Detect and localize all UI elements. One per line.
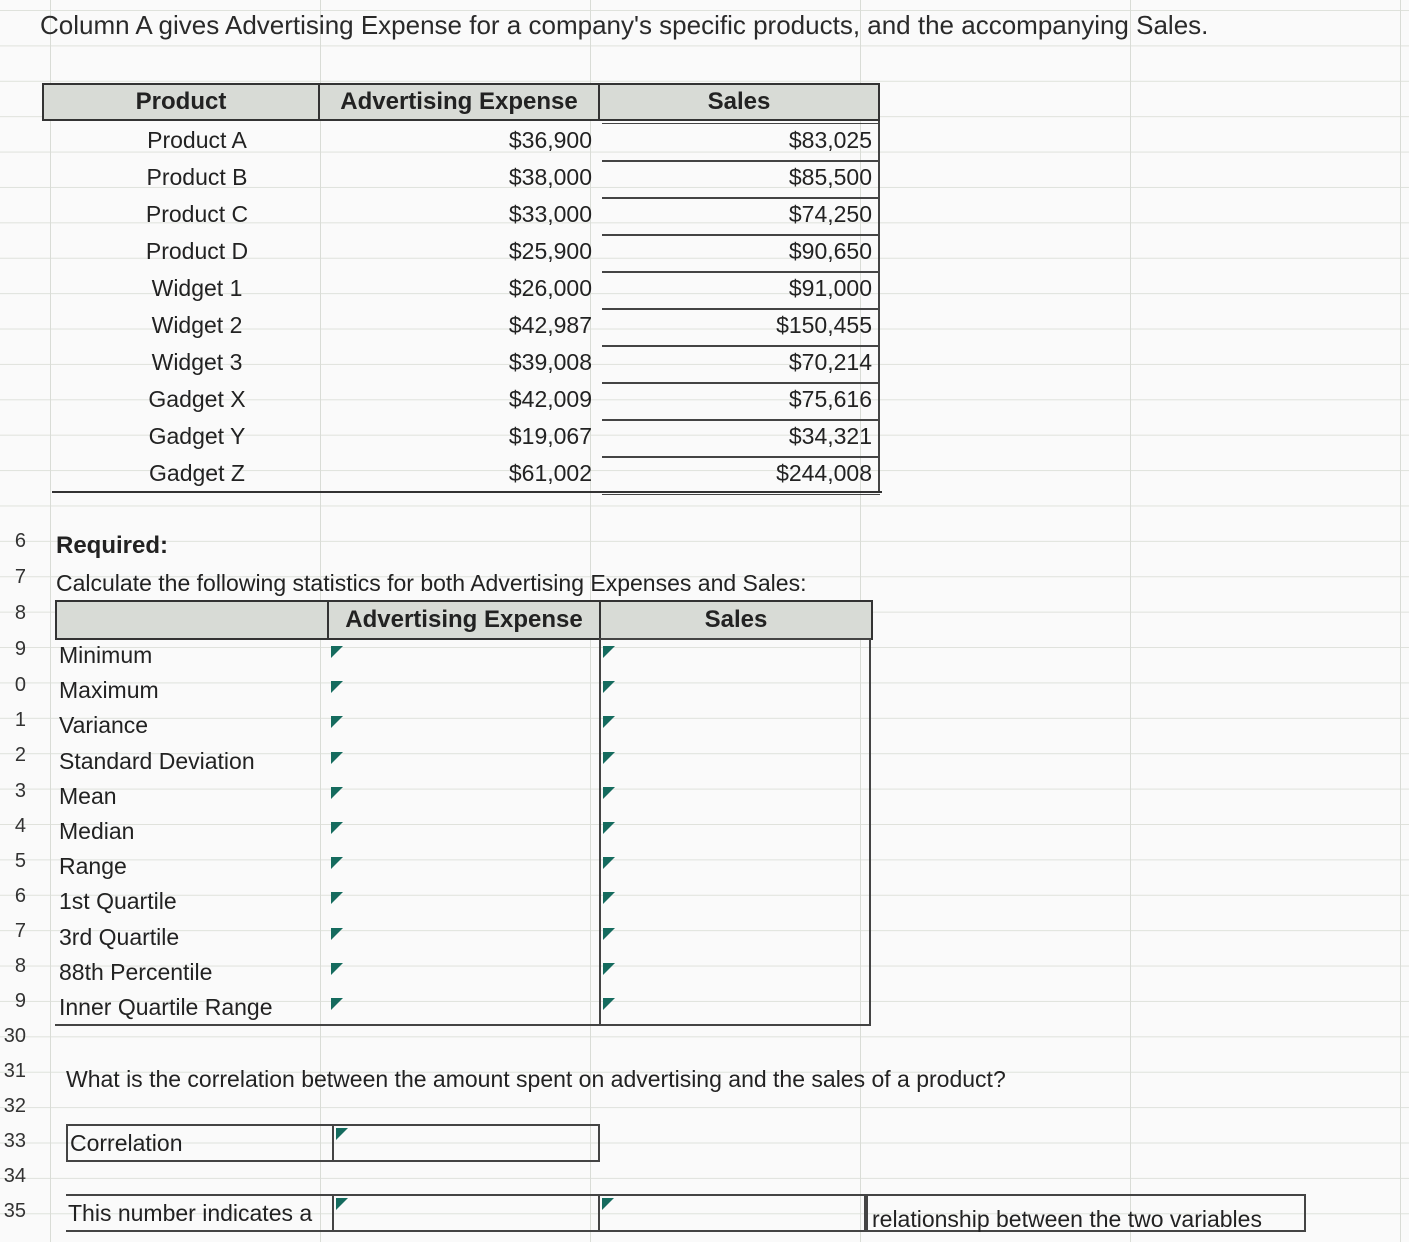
advertising-expense-value: $36,900	[508, 127, 592, 153]
advertising-expense-input[interactable]	[329, 640, 597, 675]
stat-label: 88th Percentile	[59, 958, 213, 985]
sales-value: $91,000	[788, 275, 872, 301]
row-number: 33	[3, 1130, 26, 1152]
header-text: Column A gives Advertising Expense for a company's specific products, and the accompanying Sales.	[40, 10, 1209, 40]
sales-value: $244,008	[776, 460, 872, 486]
product-name: Widget 1	[151, 275, 243, 301]
stat-label: Maximum	[59, 677, 159, 704]
cell-flag-icon	[336, 1198, 348, 1210]
statistics-table	[55, 600, 875, 1030]
product-name: Product B	[146, 164, 248, 190]
sales-input[interactable]	[601, 781, 869, 816]
stat-label: Variance	[59, 712, 149, 739]
stat-label: Range	[59, 853, 127, 880]
sales-input[interactable]	[601, 851, 869, 886]
advertising-expense-value: $39,008	[508, 349, 592, 375]
advertising-expense-input[interactable]	[329, 922, 597, 957]
advertising-expense-input[interactable]	[329, 957, 597, 992]
advertising-expense-input[interactable]	[329, 886, 597, 921]
indicates-row	[66, 1194, 1306, 1232]
row-number: 7	[14, 566, 26, 588]
cell-flag-icon	[336, 1128, 348, 1140]
advertising-expense-input[interactable]	[329, 746, 597, 781]
sales-value: $70,214	[788, 349, 872, 375]
sales-input[interactable]	[601, 886, 869, 921]
cell-flag-icon	[603, 928, 615, 940]
sales-input[interactable]	[601, 992, 869, 1027]
sales-input[interactable]	[601, 922, 869, 957]
required-instruction: Calculate the following statistics for both Advertising Expenses and Sales:	[56, 570, 807, 596]
stats-bottom-border	[55, 1024, 871, 1026]
advertising-expense-value: $26,000	[508, 275, 592, 301]
header-product: Product	[42, 83, 320, 121]
cell-flag-icon	[331, 752, 343, 764]
product-name: Product A	[147, 127, 247, 153]
row-number: 32	[3, 1095, 26, 1117]
row-number: 7	[14, 920, 26, 942]
cell-flag-icon	[603, 892, 615, 904]
cell-flag-icon	[331, 681, 343, 693]
indicates-suffix: relationship between the two variables	[872, 1206, 1262, 1232]
cell-flag-icon	[603, 998, 615, 1010]
advertising-expense-input[interactable]	[329, 781, 597, 816]
sales-input[interactable]	[601, 675, 869, 710]
product-name: Product D	[145, 238, 249, 264]
row-number: 3	[14, 780, 26, 802]
row-number: 31	[3, 1060, 26, 1082]
row-number: 34	[3, 1165, 26, 1187]
sales-column-border	[878, 121, 880, 493]
row-number: 30	[3, 1025, 26, 1047]
row-number: 9	[14, 638, 26, 660]
cell-flag-icon	[331, 892, 343, 904]
row-number: 4	[14, 815, 26, 837]
sales-input[interactable]	[601, 640, 869, 675]
advertising-expense-input[interactable]	[329, 710, 597, 745]
indicates-input-2[interactable]	[598, 1194, 866, 1232]
indicates-label: This number indicates a	[68, 1200, 313, 1226]
product-name: Gadget Y	[148, 423, 246, 449]
table-bottom-border	[52, 491, 882, 493]
correlation-row	[66, 1124, 600, 1162]
cell-flag-icon	[603, 646, 615, 658]
sales-input[interactable]	[601, 746, 869, 781]
product-name: Gadget X	[148, 386, 246, 412]
cell-flag-icon	[603, 963, 615, 975]
advertising-expense-value: $61,002	[508, 460, 592, 486]
correlation-question: What is the correlation between the amount spent on advertising and the sales of a product?	[66, 1066, 1006, 1092]
indicates-divider	[866, 1194, 868, 1232]
stat-label: Standard Deviation	[59, 747, 255, 774]
advertising-expense-input[interactable]	[329, 992, 597, 1027]
row-number: 1	[14, 709, 26, 731]
row-number: 9	[14, 990, 26, 1012]
indicates-input-1[interactable]	[332, 1194, 600, 1232]
product-name: Widget 2	[151, 312, 243, 338]
stat-label: 1st Quartile	[59, 888, 177, 915]
row-number: 8	[14, 602, 26, 624]
cell-flag-icon	[331, 857, 343, 869]
header-sales: Sales	[598, 83, 880, 121]
row-number: 6	[14, 530, 26, 552]
advertising-expense-input[interactable]	[329, 816, 597, 851]
sales-value: $74,250	[788, 201, 872, 227]
advertising-expense-value: $25,900	[508, 238, 592, 264]
sales-value: $150,455	[776, 312, 872, 338]
cell-flag-icon	[602, 1198, 614, 1210]
row-number: 5	[14, 850, 26, 872]
advertising-expense-value: $19,067	[508, 423, 592, 449]
cell-flag-icon	[331, 963, 343, 975]
row-numbers	[0, 0, 34, 1242]
cell-flag-icon	[331, 716, 343, 728]
product-name: Gadget Z	[149, 460, 245, 486]
stat-label: Mean	[59, 782, 117, 809]
cell-flag-icon	[603, 822, 615, 834]
cell-flag-icon	[603, 716, 615, 728]
sales-value: $75,616	[788, 386, 872, 412]
stats-header-advertising-expense: Advertising Expense	[327, 600, 601, 640]
sales-input[interactable]	[601, 710, 869, 745]
stats-header-blank	[55, 600, 329, 640]
row-number: 2	[14, 744, 26, 766]
stat-label: Inner Quartile Range	[59, 994, 273, 1020]
sales-input[interactable]	[601, 816, 869, 851]
header-advertising-expense: Advertising Expense	[318, 83, 600, 121]
stat-label: Minimum	[59, 642, 153, 668]
cell-flag-icon	[331, 928, 343, 940]
correlation-label: Correlation	[70, 1130, 183, 1156]
sales-value: $83,025	[788, 127, 872, 153]
cell-flag-icon	[331, 998, 343, 1010]
correlation-input[interactable]	[334, 1126, 602, 1160]
advertising-expense-input[interactable]	[329, 675, 597, 710]
advertising-expense-value: $33,000	[508, 201, 592, 227]
stat-label: 3rd Quartile	[59, 923, 180, 950]
sales-value: $90,650	[788, 238, 872, 264]
cell-flag-icon	[331, 822, 343, 834]
advertising-expense-input[interactable]	[329, 851, 597, 886]
sales-input[interactable]	[601, 957, 869, 992]
cell-flag-icon	[603, 752, 615, 764]
cell-flag-icon	[331, 646, 343, 658]
cell-flag-icon	[603, 681, 615, 693]
sales-value: $85,500	[788, 164, 872, 190]
cell-flag-icon	[331, 787, 343, 799]
advertising-expense-value: $42,987	[508, 312, 592, 338]
cell-flag-icon	[603, 857, 615, 869]
product-name: Product C	[145, 201, 249, 227]
stats-header-sales: Sales	[599, 600, 873, 640]
advertising-expense-value: $42,009	[508, 386, 592, 412]
stat-label: Median	[59, 818, 135, 844]
sales-value: $34,321	[788, 423, 872, 449]
advertising-expense-value: $38,000	[508, 164, 592, 190]
product-name: Widget 3	[151, 349, 243, 375]
row-number: 0	[14, 674, 26, 696]
row-number: 8	[14, 955, 26, 977]
data-table	[42, 83, 880, 493]
row-number: 35	[3, 1200, 26, 1222]
row-number: 6	[14, 885, 26, 907]
required-title: Required:	[56, 532, 169, 559]
cell-flag-icon	[603, 787, 615, 799]
